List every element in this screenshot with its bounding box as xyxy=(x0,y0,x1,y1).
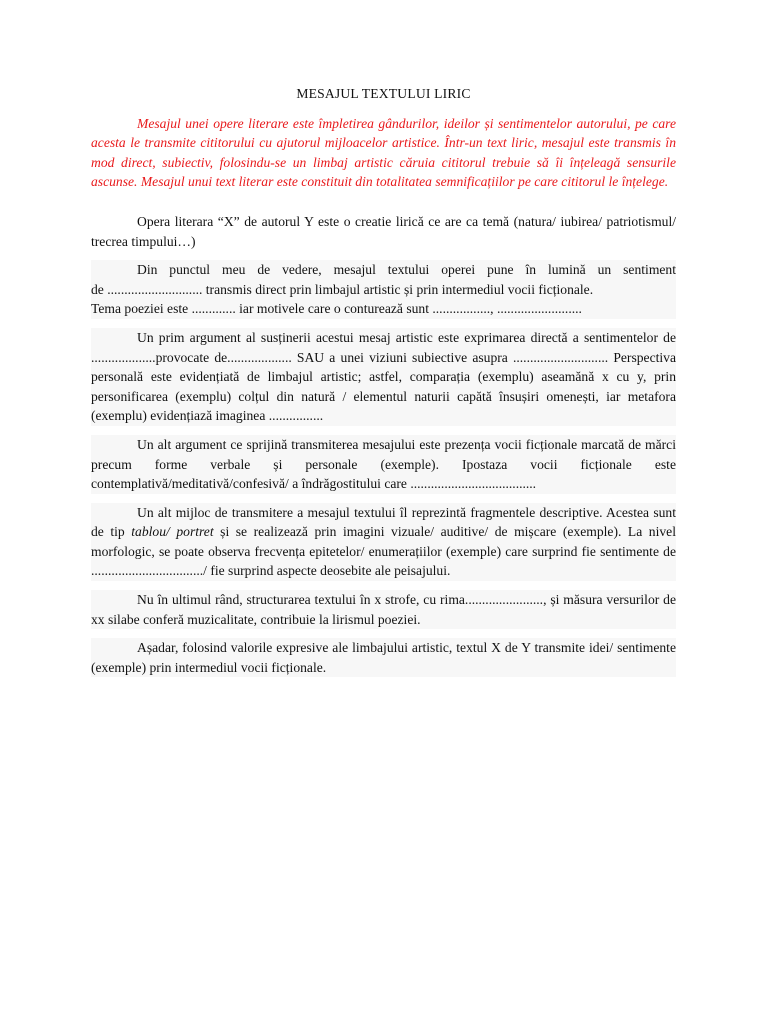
document-page xyxy=(91,84,676,686)
paragraph-message-line-2: de ............................ transmis direct prin limbajul artistic și prin intermediul vocii ficționale. xyxy=(91,281,594,297)
paragraph-descriptive-fragments xyxy=(91,503,676,581)
descriptive-type-italic: tablou/ portret xyxy=(131,524,214,540)
paragraph-message-line-3: Tema poeziei este ............. iar motivele care o conturează sunt ................., ......................... xyxy=(91,301,582,317)
paragraph-message xyxy=(91,260,676,319)
paragraph-structure: Nu în ultimul rând, structurarea textului în x strofe, cu rima......................., și măsura versurilor de xx silabe conferă muzicalitate, contribuie la lirismul poeziei. xyxy=(91,590,676,629)
paragraph-message-line-1: Din punctul meu de vedere, mesajul textului operei pune în lumină un sentiment xyxy=(137,262,676,278)
document-title: MESAJUL TEXTULUI LIRIC xyxy=(296,86,471,101)
paragraph-theme: Opera literara “X” de autorul Y este o creatie lirică ce are ca temă (natura/ iubirea/ patriotismul/ trecrea timpului…) xyxy=(91,213,676,249)
intro-paragraph: Mesajul unei opere literare este împletirea gândurilor, ideilor și sentimentelor autorului, pe care acesta le transmite cititorului cu ajutorul mijloacelor artistice. Într-un text liric, mesajul este transmis în mod direct, subiectiv, folosindu-se un limbaj artistic căruia cititorul trebuie să îi înțeleagă sensurile ascunse. Mesajul unui text literar este constituit din totalitatea semnificațiilor pe care cititorul le înțelege. xyxy=(91,115,676,190)
descriptive-text-end: și se realizează prin imagini vizuale/ auditive/ de mișcare (exemple). La nivel morfologic, se poate observa frecvența epitetelor/ enumerațiilor (exemple) care surprind fie sentimente de ................................./ fie surprind aspecte deosebite ale peisajului. xyxy=(91,524,676,579)
descriptive-text-start: Un alt mijloc de transmitere a mesajul textului îl reprezintă fragmentele descriptive. Acestea sunt de tip xyxy=(91,504,676,540)
paragraph-first-argument: Un prim argument al susținerii acestui mesaj artistic este exprimarea directă a sentimentelor de ...................provocate de................... SAU a unei viziuni subiective asupra ............................ Perspectiva personală este evidențiată de limbajul artistic; astfel, comparația (exemplu) aseamănă x cu y, prin personificarea (exemplu) colțul din natură / elementul naturii capătă însușiri omenești, iar metafora (exemplu) evidențiază imaginea ................ xyxy=(91,328,676,426)
paragraph-conclusion: Așadar, folosind valorile expresive ale limbajului artistic, textul X de Y transmite idei/ sentimente (exemple) prin intermediul vocii ficționale. xyxy=(91,638,676,677)
paragraph-second-argument: Un alt argument ce sprijină transmiterea mesajului este prezența vocii ficționale marcată de mărci precum forme verbale și personale (exemple). Ipostaza vocii ficționale este contemplativă/meditativă/confesivă/ a îndrăgostitului care ..................................... xyxy=(91,435,676,494)
